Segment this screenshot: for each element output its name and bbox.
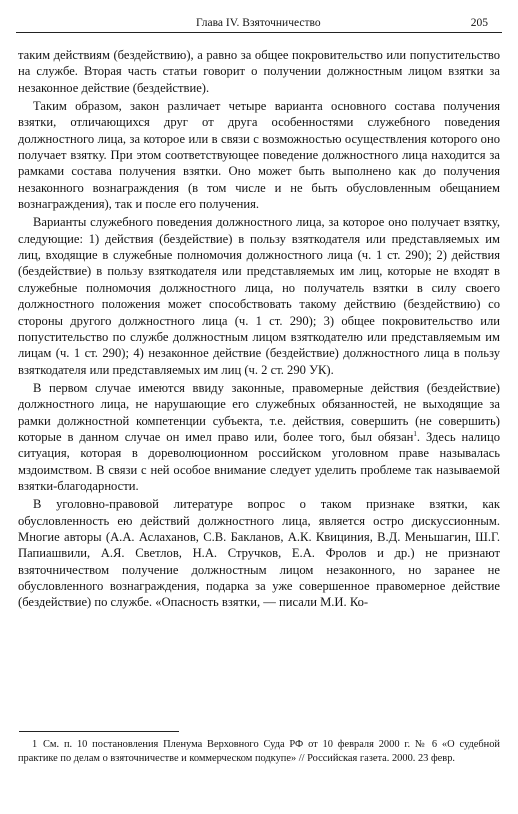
paragraph-3: Варианты служебного поведения должностного лица, за которое оно получает взятку, следующие: 1) действия (бездействие) в пользу взяткодателя или представляемых им лиц, входящие в служебные полномочия должностного лица (ч. 1 ст. 290); 2) действия (бездействие) в пользу взяткодателя или представляемых им лиц, которые не входят в служебные полномочия должностного лица, но получатель взятки в силу своего должностного положения может способствовать такому действию (бездействию) со стороны другого должностного лица (ч. 1 ст. 290); 3) общее покровительство или попустительство по службе должностным лицом взяткодателю или представляемым им лицам (ч. 1 ст. 290); 4) незаконное действие (бездействие) должностного лица в пользу взяткодателя или представляемых им лиц (ч. 2 ст. 290 УК).: [18, 215, 500, 377]
footnote-reference: 1: [413, 429, 417, 438]
footnote-mark: 1: [32, 739, 38, 750]
paragraph-4: [18, 380, 500, 494]
footnote: [18, 738, 500, 765]
page-number: 205: [470, 17, 488, 29]
chapter-title: Глава IV. Взяточничество: [196, 17, 321, 29]
main-text: [18, 47, 500, 611]
paragraph-5: В уголовно-правовой литературе вопрос о таком признаке взятки, как обусловленность ею действий должностного лица, является остро дискуссионным. Многие авторы (А.А. Аслаханов, С.В. Бакланов, А.К. Квициния, В.Д. Меньшагин, Ш.Г. Папиашвили, А.Я. Светлов, Н.А. Стручков, Е.А. Фролов и др.) не признают взяточничеством получение должностным лицом незаконного, но заранее не обусловленного вознаграждения, подарка за уже совершенное правомерное действие (бездействие) по службе. «Опасность взятки, — писали М.И. Ко-: [18, 497, 500, 610]
footnote-divider: [19, 731, 179, 732]
footnote-text: См. п. 10 постановления Пленума Верховного Суда РФ от 10 февраля 2000 г. № 6 «О судебной практике по делам о взяточничестве и коммерческом подкупе» // Российская газета. 2000. 23 февр.: [18, 739, 500, 764]
paragraph-4-text-b: . Здесь налицо ситуация, которая в дореволюционном российском уголовном праве называлась мздоимством. В связи с ней особое внимание следует уделить проблеме так называемой взятки-благодарности.: [18, 429, 500, 493]
running-header: [16, 14, 502, 33]
paragraph-1: таким действиям (бездействию), а равно за общее покровительство или попустительство на службе. Вторая часть статьи говорит о получении должностным лицом взятки за незаконное действие (бездействие).: [18, 48, 500, 95]
paragraph-2: Таким образом, закон различает четыре варианта основного состава получения взятки, отличающихся друг от друга особенностями служебного поведения должностного лица, за которое или в связи с возможностью осуществления которого оно получает взятку. При этом соответствующее поведение должностного лица находится за рамками состава получения взятки. Оно может быть выполнено как до получения незаконного вознаграждения (в том числе и не быть обусловленным обещанием вознаграждения), так и после его получения.: [18, 99, 500, 212]
paragraph-4-text-a: В первом случае имеются ввиду законные, правомерные действия (бездействие) должностного лица, не нарушающие его служебных обязанностей, не выходящие за рамки должностной компетенции субъекта, т.е. действия, совершить (не совершить) которые в данном случае он имел право или, более того, был обязан: [18, 380, 500, 444]
